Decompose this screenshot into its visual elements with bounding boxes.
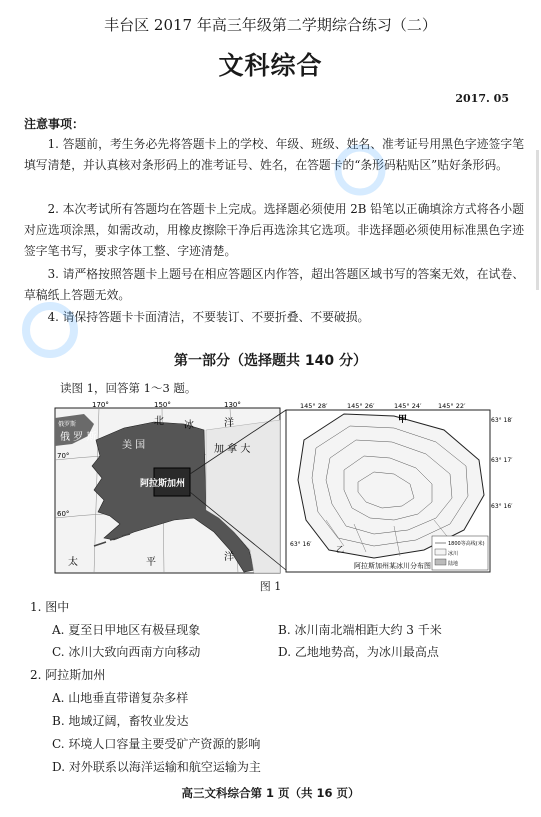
label-pacific-1: 太	[68, 557, 78, 568]
notice-item-4: 4. 请保持答题卡卡面清洁，不要装订、不要折叠、不要破损。	[47, 310, 370, 324]
label-north: 北	[154, 416, 164, 427]
label-russia: 俄 罗 斯	[60, 432, 97, 443]
watermark-logo-icon	[20, 300, 80, 360]
figure-1	[54, 400, 513, 576]
legend-glacier-swatch	[435, 549, 446, 555]
page-edge-shadow	[536, 150, 539, 290]
question-2-option-b: B. 地域辽阔，畜牧业发达	[52, 714, 189, 728]
question-1-option-c: C. 冰川大致向西南方向移动	[52, 645, 201, 659]
legend-contour: 1800等高线(米)	[448, 541, 485, 547]
question-1-option-a: A. 夏至日甲地区有极昼现象	[52, 623, 201, 637]
right-lon-4: 145° 22′	[438, 402, 466, 410]
latitude-label-60: 60°	[57, 510, 70, 518]
question-2-option-a: A. 山地垂直带谱复杂多样	[52, 691, 189, 705]
right-lat-3: 63° 16′	[491, 503, 513, 510]
right-lon-3: 145° 24′	[394, 402, 422, 410]
exam-title: 丰台区 2017 年高三年级第二学期综合练习（二）	[104, 16, 437, 34]
page-footer: 高三文科综合第 1 页（共 16 页）	[181, 786, 360, 800]
question-1-option-d: D. 乙地地势高，为冰川最高点	[278, 645, 439, 659]
longitude-label-170: 170°	[92, 401, 109, 409]
longitude-label-130: 130°	[224, 401, 241, 409]
legend-glacier: 冰川	[448, 551, 459, 557]
subject-title: 文科综合	[218, 51, 323, 80]
label-ocean-top: 洋	[224, 418, 234, 429]
notice-item-1: 1. 答题前，考生务必先将答题卡上的学校、年级、班级、姓名、准考证号用黑色字迹签字笔填写清楚，并认真核对条形码上的准考证号、姓名，在答题卡的“条形码粘贴区”贴好条形码。	[24, 137, 524, 172]
notice-heading: 注意事项：	[24, 117, 85, 131]
right-lon-2: 145° 26′	[347, 402, 375, 410]
watermark-logo-icon	[320, 140, 400, 200]
right-lon-1: 145° 28′	[300, 402, 328, 410]
legend-land: 陆地	[448, 561, 459, 567]
label-pacific-3: 洋	[224, 552, 234, 563]
exam-date: 2017. 05	[455, 92, 509, 105]
latitude-label-70: 70°	[57, 452, 70, 460]
label-usa: 美 国	[122, 440, 146, 451]
question-instruction: 读图 1，回答第 1～3 题。	[60, 381, 197, 395]
figure-caption: 图 1	[259, 580, 282, 593]
notice-item-2: 2. 本次考试所有答题均在答题卡上完成。选择题必须使用 2B 铅笔以正确填涂方式将各小题对应选项涂黑，如需改动，用橡皮擦除干净后再选涂其它选项。非选择题必须使用标准黑色字迹签字笔书写，要求字体工整、字迹清楚。	[24, 202, 524, 258]
label-ice: 冰	[184, 420, 194, 431]
label-canada: 加 拿 大	[214, 444, 251, 455]
question-2-option-d: D. 对外联系以海洋运输和航空运输为主	[52, 760, 261, 774]
point-yi: 乙	[336, 545, 344, 554]
label-alaska: 阿拉斯加州	[140, 479, 186, 489]
question-2-option-c: C. 环境人口容量主要受矿产资源的影响	[52, 737, 261, 751]
question-2-stem: 2. 阿拉斯加州	[30, 668, 106, 682]
longitude-label-150: 150°	[154, 401, 171, 409]
legend-land-swatch	[435, 559, 446, 565]
question-1-stem: 1. 图中	[30, 600, 70, 614]
notice-item-3: 3. 请严格按照答题卡上题号在相应答题区内作答，超出答题区域书写的答案无效，在试卷、草稿纸上答题无效。	[24, 267, 524, 302]
label-russia-small: 俄罗斯	[58, 421, 77, 428]
question-1-option-b: B. 冰川南北端相距大约 3 千米	[278, 623, 442, 637]
right-lat-2: 63° 17′	[491, 457, 513, 464]
left-lat: 63° 16′	[290, 541, 312, 548]
section-title: 第一部分（选择题共 140 分）	[174, 353, 367, 369]
right-lat-1: 63° 18′	[491, 417, 513, 424]
point-jia: 甲	[398, 415, 408, 425]
right-map-caption: 阿拉斯加州某冰川分布图	[354, 562, 431, 570]
label-pacific-2: 平	[146, 557, 156, 568]
